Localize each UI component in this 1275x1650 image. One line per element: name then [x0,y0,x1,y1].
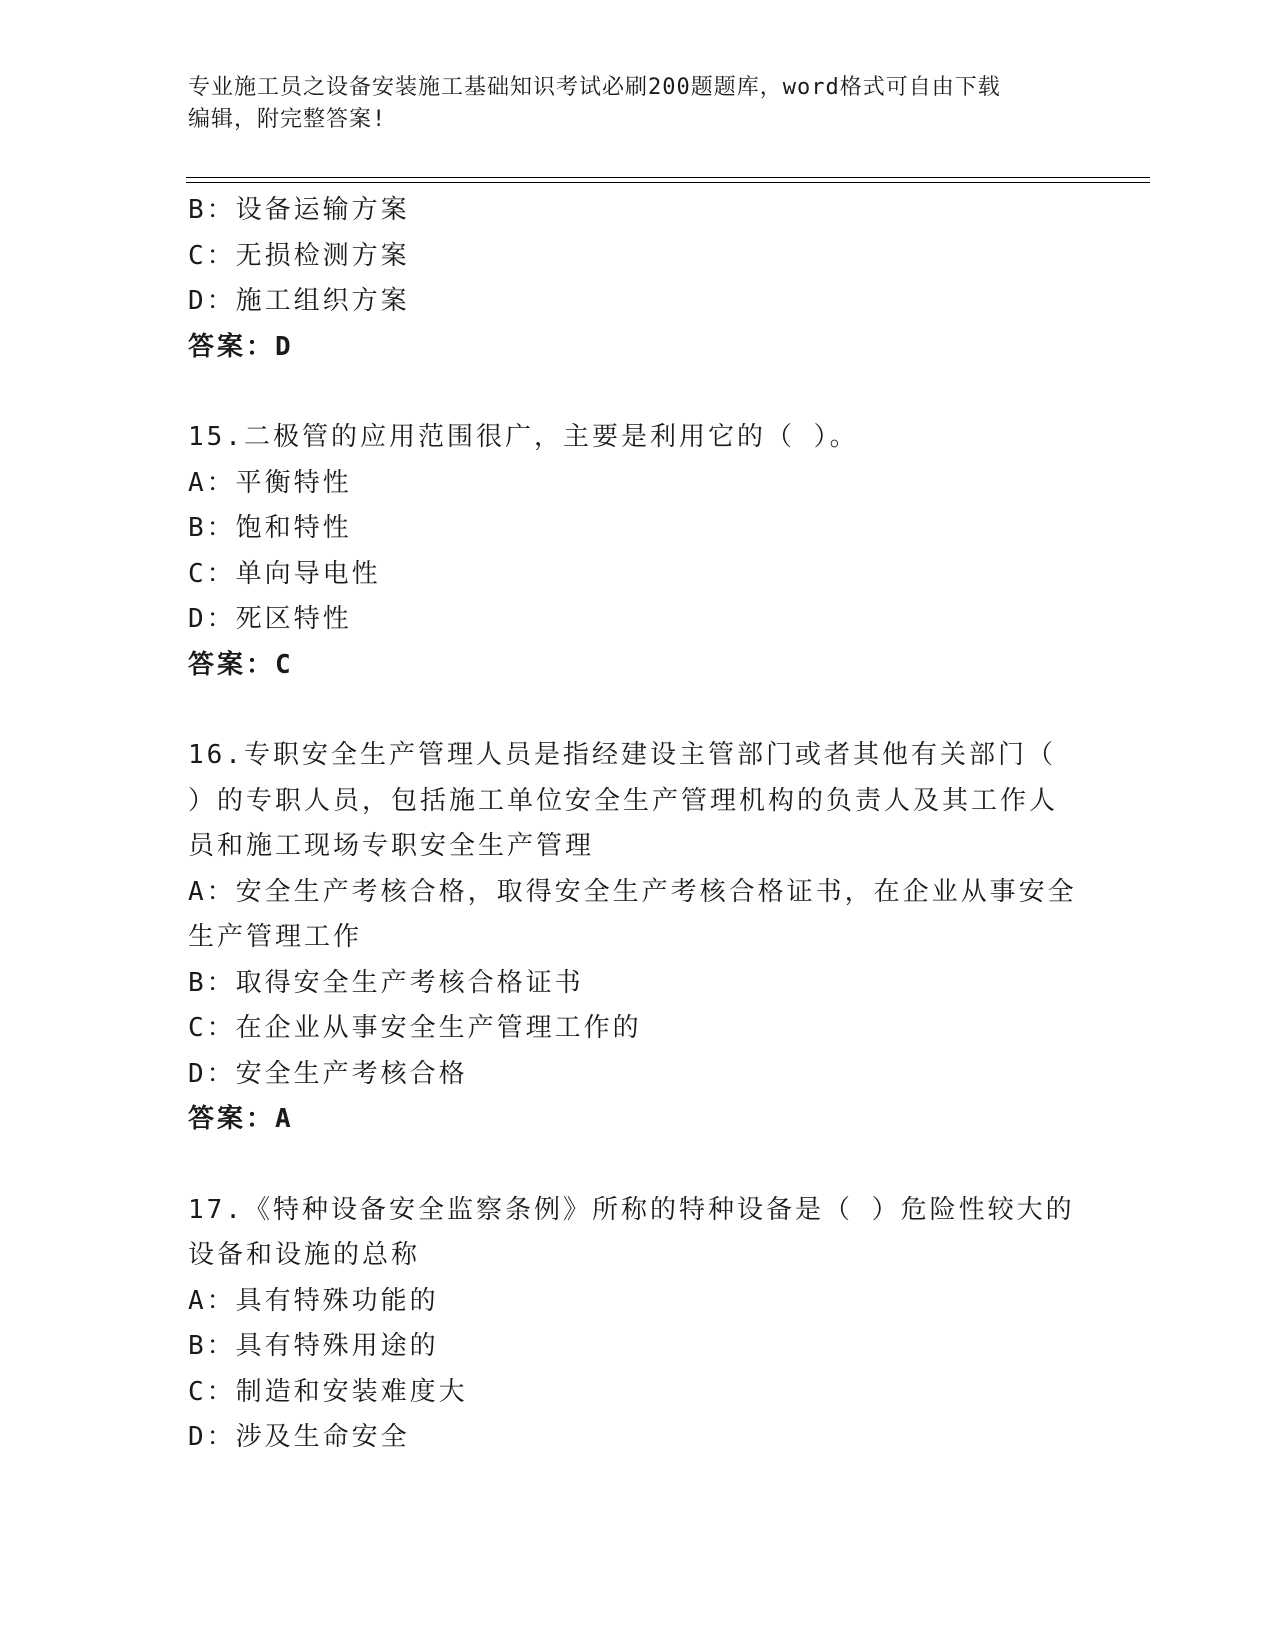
spacer [188,370,1088,415]
option-c: C：在企业从事安全生产管理工作的 [188,1013,642,1043]
option-b: B：饱和特性 [188,513,352,543]
question-14-tail [188,188,1088,370]
option-d: D：施工组织方案 [188,286,410,316]
question-stem: 15.二极管的应用范围很广，主要是利用它的（ ）。 [188,422,859,452]
answer-line: 答案：D [188,331,294,362]
option-b: B：取得安全生产考核合格证书 [188,967,584,998]
option-c: C：单向导电性 [188,558,381,589]
option-a: A：具有特殊功能的 [188,1285,439,1316]
option-a: A：平衡特性 [188,467,352,498]
option-d: D：安全生产考核合格 [188,1058,468,1089]
document-body [188,188,1088,1461]
question-stem-line-2: ）的专职人员，包括施工单位安全生产管理机构的负责人及其工作人 [188,785,1059,816]
option-d: D：死区特性 [188,604,352,634]
option-b: B：设备运输方案 [188,195,410,225]
answer-line: 答案：A [188,1104,294,1134]
option-d: D：涉及生命安全 [188,1422,410,1452]
question-17 [188,1188,1088,1461]
question-stem-line-2: 设备和设施的总称 [188,1240,421,1270]
option-c: C：无损检测方案 [188,240,410,271]
spacer [188,688,1088,733]
document-header [188,72,1088,136]
header-divider-bottom [186,182,1150,183]
question-stem-line-1: 16.专职安全生产管理人员是指经建设主管部门或者其他有关部门（ [188,740,1056,770]
question-stem-line-3: 员和施工现场专职安全生产管理 [188,831,595,861]
question-stem-line-1: 17.《特种设备安全监察条例》所称的特种设备是（ ）危险性较大的 [188,1194,1075,1225]
question-16 [188,733,1088,1143]
option-a-line-2: 生产管理工作 [188,922,363,952]
option-c: C：制造和安装难度大 [188,1376,468,1407]
question-15 [188,415,1088,688]
header-divider-top [186,177,1150,178]
option-a-line-1: A：安全生产考核合格，取得安全生产考核合格证书，在企业从事安全 [188,876,1077,907]
header-line-1: 专业施工员之设备安装施工基础知识考试必刷200题题库，word格式可自由下载 [188,75,1001,100]
option-b: B：具有特殊用途的 [188,1331,439,1361]
answer-line: 答案：C [188,649,294,680]
spacer [188,1143,1088,1188]
header-line-2: 编辑，附完整答案! [188,107,387,132]
